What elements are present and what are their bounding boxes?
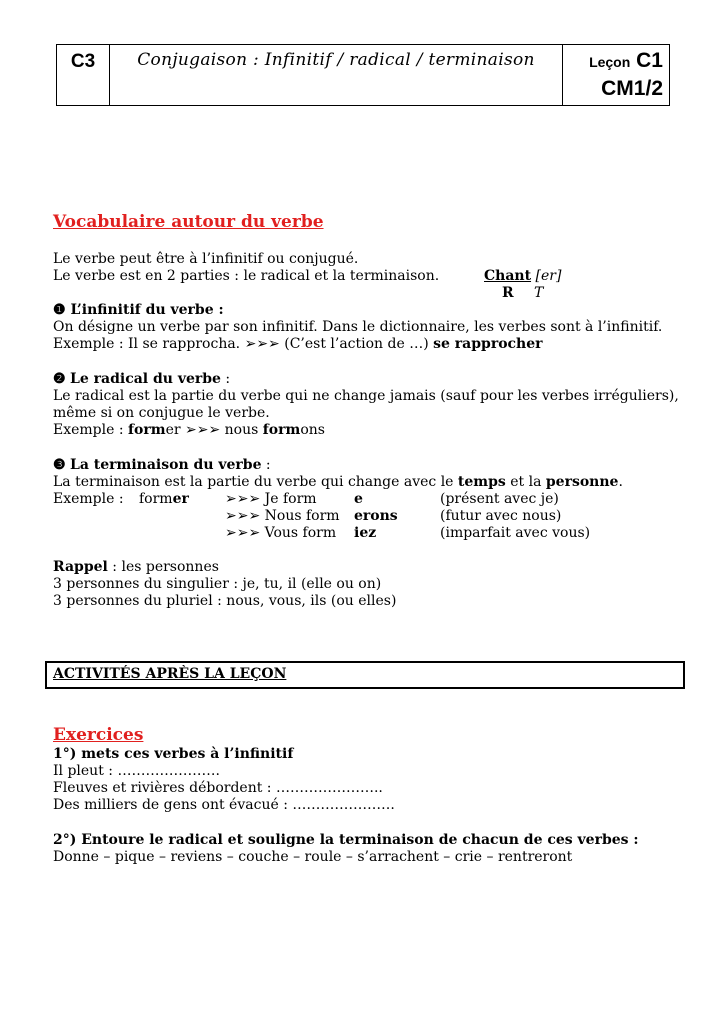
lecon-code: C1 [636, 49, 663, 72]
section3-example-label: Exemple : [53, 491, 124, 507]
exercices-heading: Exercices [53, 725, 144, 745]
exercise-1-title: 1°) mets ces verbes à l’infinitif [53, 746, 294, 762]
section3-title: ❸ La terminaison du verbe : [53, 457, 271, 473]
lesson-title: Conjugaison : Infinitif / radical / terminaison [137, 50, 535, 70]
exercise-1-line: Des milliers de gens ont évacué : …………………. [53, 797, 395, 813]
vocab-heading: Vocabulaire autour du verbe [53, 212, 324, 232]
vocab-line-2: Le verbe est en 2 parties : le radical et la terminaison. [53, 268, 440, 284]
rappel-line-1: Rappel : les personnes [53, 559, 219, 575]
header-table [56, 44, 670, 106]
conj-note: (futur avec nous) [440, 508, 562, 524]
conj-row: ➢➢➢ Je form [225, 491, 317, 507]
section2-line-1: Le radical est la partie du verbe qui ne change jamais (sauf pour les verbes irréguliers), [53, 388, 679, 404]
exercise-2-line: Donne – pique – reviens – couche – roule – s’arrachent – crie – rentreront [53, 849, 573, 865]
rappel-line-3: 3 personnes du pluriel : nous, vous, ils (ou elles) [53, 593, 397, 609]
bullet-1-icon: ❶ [53, 302, 66, 318]
vocab-line-1: Le verbe peut être à l’infinitif ou conjugué. [53, 251, 359, 267]
class-level: CM1/2 [601, 77, 663, 100]
section2-title: ❷ Le radical du verbe : [53, 371, 231, 387]
section1-title: ❶ L’infinitif du verbe : [53, 302, 224, 318]
section3-example-verb: former [139, 491, 189, 507]
arrow-icon: ➢➢➢ [225, 491, 261, 507]
lecon-prefix: Leçon [589, 54, 631, 70]
section2-line-2: même si on conjugue le verbe. [53, 405, 270, 421]
example-ending: [er] [535, 268, 562, 284]
section1-line-1: On désigne un verbe par son infinitif. Dans le dictionnaire, les verbes sont à l’infinitif. [53, 319, 663, 335]
vocab-example [484, 268, 561, 285]
conj-note: (présent avec je) [440, 491, 559, 507]
conj-row: ➢➢➢ Vous form [225, 525, 337, 541]
exercise-1-line: Il pleut : …………………. [53, 763, 220, 779]
exercise-1-line: Fleuves et rivières débordent : ………………….. [53, 780, 383, 796]
conj-ending: iez [354, 525, 377, 541]
exercise-2-title: 2°) Entoure le radical et souligne la terminaison de chacun de ces verbes : [53, 832, 639, 848]
rappel-line-2: 3 personnes du singulier : je, tu, il (elle ou on) [53, 576, 382, 592]
arrow-icon: ➢➢➢ [225, 525, 261, 541]
level-cell: C3 [57, 45, 110, 105]
bullet-2-icon: ❷ [53, 371, 66, 387]
arrow-icon: ➢➢➢ [225, 508, 261, 524]
section1-example: Exemple : Il se rapprocha. ➢➢➢ (C’est l’action de …) se rapprocher [53, 336, 543, 352]
section3-line-1: La terminaison est la partie du verbe qui change avec le temps et la personne. [53, 474, 623, 490]
bullet-3-icon: ❸ [53, 457, 66, 473]
conj-note: (imparfait avec vous) [440, 525, 591, 541]
label-t: T [534, 285, 544, 301]
lesson-code-cell [562, 45, 669, 105]
label-r: R [502, 285, 514, 301]
example-radical: Chant [484, 268, 532, 284]
conj-row: ➢➢➢ Nous form [225, 508, 340, 524]
section2-example: Exemple : former ➢➢➢ nous formons [53, 422, 325, 438]
activities-title: ACTIVITÉS APRÈS LA LEÇON [53, 666, 287, 682]
conj-ending: e [354, 491, 363, 507]
conj-ending: erons [354, 508, 398, 524]
